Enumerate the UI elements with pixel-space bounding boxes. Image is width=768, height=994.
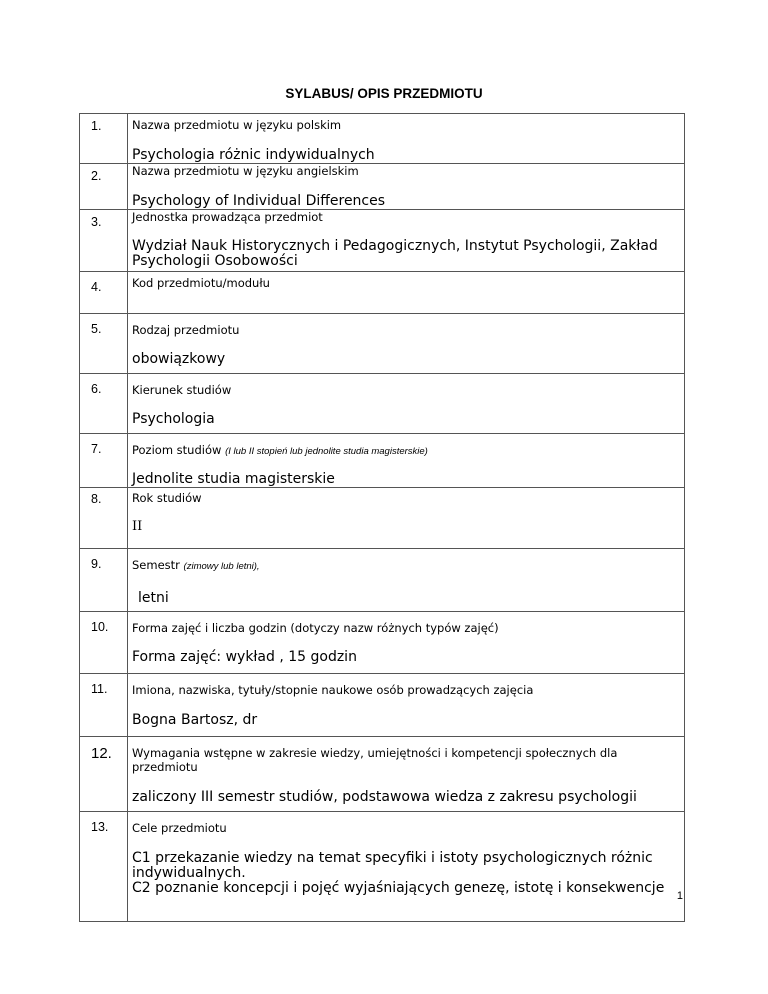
field-value: Wydział Nauk Historycznych i Pedagogicznych, Instytut Psychologii, Zakład Psychologii Osobowości <box>132 238 658 269</box>
row-number: 10. <box>80 612 128 674</box>
row-number: 13. <box>80 812 128 922</box>
field-label-note: (zimowy lub letni), <box>183 561 260 572</box>
table-row <box>80 812 685 922</box>
field-label: Wymagania wstępne w zakresie wiedzy, umiejętności i kompetencji społecznych dla przedmiotu <box>132 746 618 774</box>
row-number: 8. <box>80 488 128 549</box>
row-number: 12. <box>80 737 128 812</box>
row-content <box>128 164 685 210</box>
row-number: 1. <box>80 114 128 164</box>
row-content <box>128 737 685 812</box>
field-value: II <box>132 519 143 534</box>
table-row <box>80 737 685 812</box>
field-value: letni <box>138 590 169 606</box>
field-value: Psychology of Individual Differences <box>132 193 386 209</box>
field-label-text: Semestr <box>132 558 180 572</box>
field-label: Rok studiów <box>132 491 202 505</box>
field-label: Cele przedmiotu <box>132 821 227 835</box>
row-content <box>128 488 685 549</box>
row-number: 2. <box>80 164 128 210</box>
row-content <box>128 434 685 488</box>
page-number: 1 <box>676 890 683 902</box>
field-value: Jednolite studia magisterskie <box>132 471 335 487</box>
table-row <box>80 488 685 549</box>
syllabus-table <box>79 113 685 922</box>
field-label: Kod przedmiotu/modułu <box>132 276 270 290</box>
row-content <box>128 272 685 314</box>
row-content <box>128 612 685 674</box>
table-row <box>80 674 685 737</box>
table-row <box>80 374 685 434</box>
field-label: Jednostka prowadząca przedmiot <box>132 210 323 224</box>
table-row <box>80 210 685 272</box>
row-number: 7. <box>80 434 128 488</box>
field-label-note: (I lub II stopień lub jednolite studia magisterskie) <box>225 446 428 457</box>
row-content <box>128 674 685 737</box>
document-title: SYLABUS/ OPIS PRZEDMIOTU <box>285 86 483 101</box>
row-content <box>128 812 685 922</box>
field-value: Bogna Bartosz, dr <box>132 712 258 728</box>
row-number: 11. <box>80 674 128 737</box>
field-value: obowiązkowy <box>132 351 226 367</box>
row-content <box>128 314 685 374</box>
field-label <box>132 443 676 459</box>
table-row <box>80 272 685 314</box>
field-label <box>132 558 676 574</box>
field-value: Psychologia <box>132 411 215 427</box>
row-content <box>128 210 685 272</box>
table-row <box>80 612 685 674</box>
field-label: Kierunek studiów <box>132 383 232 397</box>
row-number: 4. <box>80 272 128 314</box>
field-value-line: C1 przekazanie wiedzy na temat specyfiki i istoty psychologicznych różnic indywidualnych. <box>132 850 653 881</box>
row-number: 6. <box>80 374 128 434</box>
row-number: 9. <box>80 549 128 612</box>
table-row <box>80 549 685 612</box>
field-value-line: C2 poznanie koncepcji i pojęć wyjaśniających genezę, istotę i konsekwencje <box>132 880 665 896</box>
field-label: Imiona, nazwiska, tytuły/stopnie naukowe osób prowadzących zajęcia <box>132 683 534 697</box>
row-content <box>128 374 685 434</box>
table-row <box>80 114 685 164</box>
field-value: Forma zajęć: wykład , 15 godzin <box>132 649 357 665</box>
field-label-text: Poziom studiów <box>132 443 222 457</box>
field-value: zaliczony III semestr studiów, podstawowa wiedza z zakresu psychologii <box>132 789 637 805</box>
row-number: 5. <box>80 314 128 374</box>
table-row <box>80 434 685 488</box>
table-row <box>80 314 685 374</box>
field-label: Nazwa przedmiotu w języku angielskim <box>132 164 359 178</box>
row-number: 3. <box>80 210 128 272</box>
row-content <box>128 549 685 612</box>
field-value: Psychologia różnic indywidualnych <box>132 147 375 163</box>
field-label: Nazwa przedmiotu w języku polskim <box>132 118 342 132</box>
field-label: Forma zajęć i liczba godzin (dotyczy nazw różnych typów zajęć) <box>132 621 499 635</box>
row-content <box>128 114 685 164</box>
table-row <box>80 164 685 210</box>
field-label: Rodzaj przedmiotu <box>132 323 240 337</box>
